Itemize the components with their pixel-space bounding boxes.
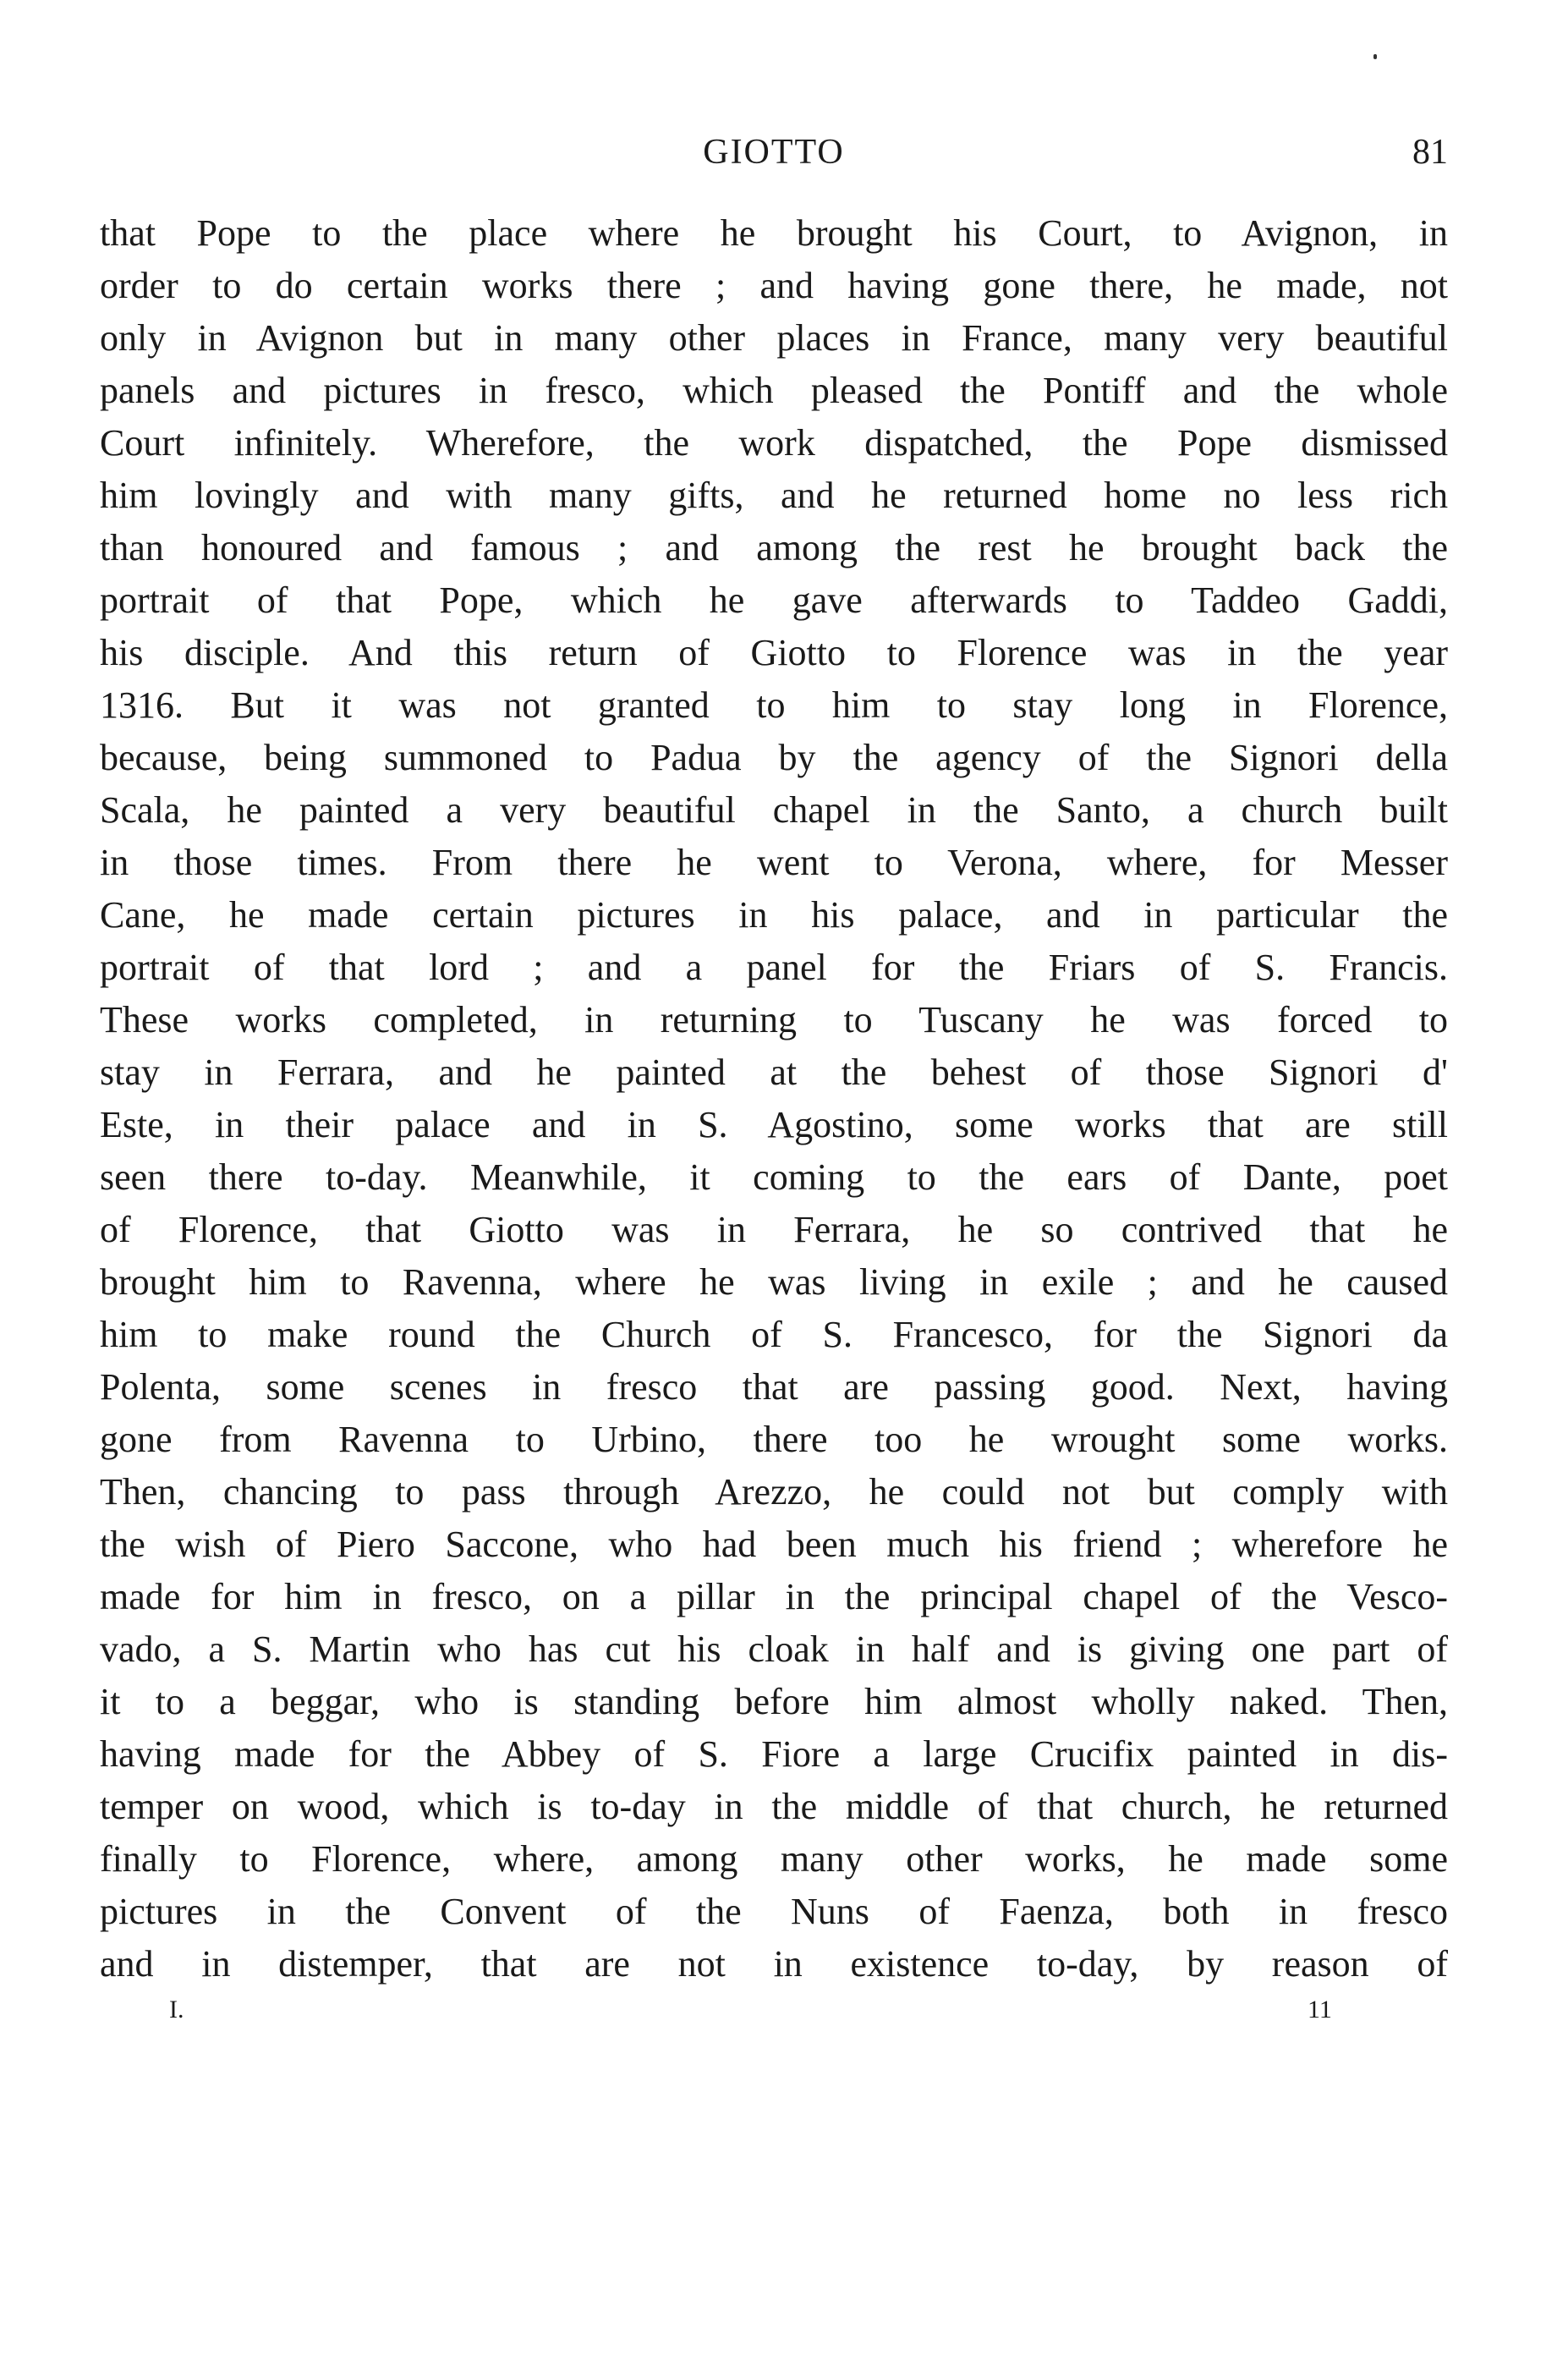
gathering-signature: 11	[1308, 1996, 1332, 2023]
text-line: stay in Ferrara, and he painted at the behest of those Signori d'	[100, 1051, 1448, 1093]
page-number: 81	[1412, 133, 1448, 172]
text-line: of Florence, that Giotto was in Ferrara, he so contrived that he	[100, 1209, 1448, 1250]
text-line: gone from Ravenna to Urbino, there too he wrought some works.	[100, 1419, 1448, 1460]
text-line: the wish of Piero Saccone, who had been much his friend ; wherefore he	[100, 1524, 1448, 1565]
text-line: These works completed, in returning to Tuscany he was forced to	[100, 999, 1448, 1040]
text-line: him to make round the Church of S. Francesco, for the Signori da	[100, 1314, 1448, 1355]
text-line: and in distemper, that are not in existence to-day, by reason of	[100, 1943, 1448, 1985]
text-line: order to do certain works there ; and having gone there, he made, not	[100, 265, 1448, 306]
text-line: it to a beggar, who is standing before him almost wholly naked. Then,	[100, 1681, 1448, 1722]
text-line: Scala, he painted a very beautiful chapel in the Santo, a church built	[100, 789, 1448, 831]
text-line: Cane, he made certain pictures in his palace, and in particular the	[100, 894, 1448, 936]
text-line: temper on wood, which is to-day in the middle of that church, he returned	[100, 1786, 1448, 1827]
text-line: in those times. From there he went to Verona, where, for Messer	[100, 842, 1448, 883]
text-line: finally to Florence, where, among many other works, he made some	[100, 1838, 1448, 1880]
text-line: his disciple. And this return of Giotto to Florence was in the year	[100, 632, 1448, 673]
text-line: only in Avignon but in many other places in France, many very beautiful	[100, 317, 1448, 359]
text-line: portrait of that Pope, which he gave afterwards to Taddeo Gaddi,	[100, 579, 1448, 621]
text-line: because, being summoned to Padua by the agency of the Signori della	[100, 737, 1448, 778]
text-line: him lovingly and with many gifts, and he returned home no less rich	[100, 475, 1448, 516]
text-line: Then, chancing to pass through Arezzo, he could not but comply with	[100, 1471, 1448, 1513]
text-line: having made for the Abbey of S. Fiore a large Crucifix painted in dis-	[100, 1733, 1448, 1775]
text-line: seen there to-day. Meanwhile, it coming to the ears of Dante, poet	[100, 1156, 1448, 1198]
text-line: Court infinitely. Wherefore, the work dispatched, the Pope dismissed	[100, 422, 1448, 464]
body-text	[100, 207, 1448, 1990]
text-line: that Pope to the place where he brought his Court, to Avignon, in	[100, 212, 1448, 254]
page-footer	[100, 1993, 1448, 2027]
text-line: 1316. But it was not granted to him to stay long in Florence,	[100, 684, 1448, 726]
text-line: than honoured and famous ; and among the rest he brought back the	[100, 527, 1448, 568]
text-line: Polenta, some scenes in fresco that are passing good. Next, having	[100, 1366, 1448, 1408]
running-head	[100, 127, 1448, 178]
text-line: panels and pictures in fresco, which pleased the Pontiff and the whole	[100, 370, 1448, 411]
volume-signature: I.	[169, 1996, 184, 2023]
running-title: GIOTTO	[703, 133, 845, 172]
text-line: pictures in the Convent of the Nuns of Faenza, both in fresco	[100, 1891, 1448, 1932]
text-line: portrait of that lord ; and a panel for the Friars of S. Francis.	[100, 947, 1448, 988]
text-line: vado, a S. Martin who has cut his cloak in half and is giving one part of	[100, 1628, 1448, 1670]
text-line: made for him in fresco, on a pillar in the principal chapel of the Vesco-	[100, 1576, 1448, 1617]
text-line: brought him to Ravenna, where he was living in exile ; and he caused	[100, 1261, 1448, 1303]
ink-speck	[1373, 54, 1377, 59]
text-line: Este, in their palace and in S. Agostino, some works that are still	[100, 1104, 1448, 1145]
